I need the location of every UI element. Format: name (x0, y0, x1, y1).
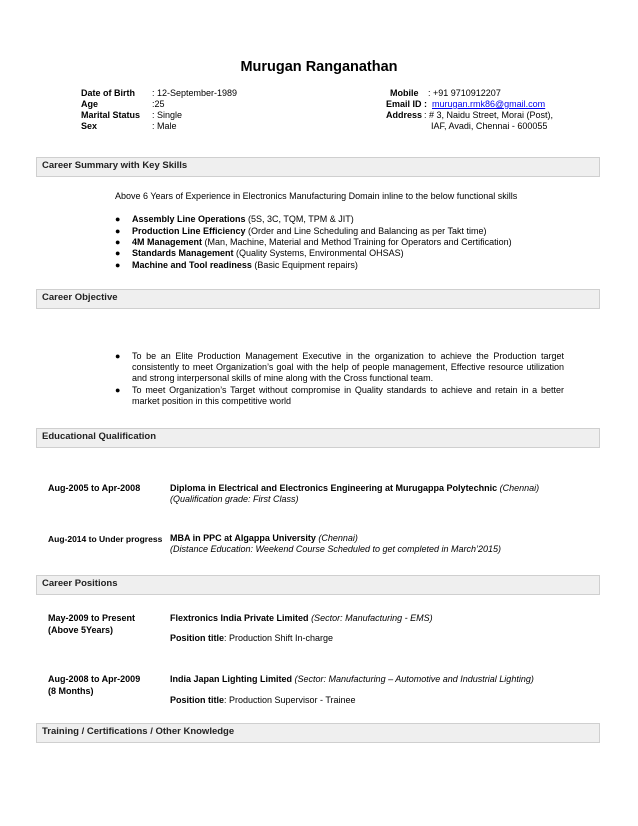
bullet-icon: ● (115, 385, 121, 395)
mobile-value: : +91 9710912207 (428, 88, 501, 98)
bullet-icon: ● (115, 248, 121, 258)
position-duration: (Above 5Years) (48, 625, 114, 635)
bullet-icon: ● (115, 351, 121, 361)
candidate-name: Murugan Ranganathan (240, 59, 398, 75)
skill-item: 4M Management (Man, Machine, Material and Method Training for Operators and Certification) (132, 237, 512, 247)
objective-item: To be an Elite Production Management Executive in the organization to achieve the Production target consistently to meet Organization’s goal with the help of people management, Effective resource utilization and strong interpersonal skills of mine along with the Cross functional team. (132, 351, 564, 383)
education-title: Diploma in Electrical and Electronics Engineering at Murugappa Polytechnic (Chennai) (170, 483, 540, 493)
education-title: MBA in PPC at Algappa University (Chennai) (170, 533, 358, 543)
section-title: Educational Qualification (42, 431, 157, 442)
sex-value: : Male (152, 121, 177, 131)
bullet-icon: ● (115, 260, 121, 270)
section-career-summary (36, 157, 600, 177)
position-company: India Japan Lighting Limited (Sector: Manufacturing – Automotive and Industrial Lighting) (170, 674, 534, 684)
position-period: Aug-2008 to Apr-2009 (48, 674, 141, 684)
age-label: Age (81, 99, 99, 109)
marital-status-value: : Single (152, 110, 183, 120)
bullet-icon: ● (115, 214, 121, 224)
skill-item: Standards Management (Quality Systems, Environmental OHSAS) (132, 248, 404, 258)
position-period: May-2009 to Present (48, 613, 136, 623)
education-note: (Qualification grade: First Class) (170, 494, 299, 504)
objective-item: To meet Organization’s Target without compromise in Quality standards to achieve and retain in a better market position in this competitive world (132, 385, 564, 406)
address-line-1: : # 3, Naidu Street, Morai (Post), (424, 110, 554, 120)
skill-item: Production Line Efficiency (Order and Line Scheduling and Balancing as per Takt time) (132, 226, 487, 236)
section-career-objective (36, 289, 600, 309)
bullet-icon: ● (115, 237, 121, 247)
position-company: Flextronics India Private Limited (Sector: Manufacturing - EMS) (170, 613, 433, 623)
section-training-certifications (36, 723, 600, 743)
mobile-label: Mobile (390, 88, 419, 98)
bullet-icon: ● (115, 226, 121, 236)
email-link[interactable]: murugan.rmk86@gmail.com (432, 99, 546, 109)
address-line-2: IAF, Avadi, Chennai - 600055 (431, 121, 548, 131)
education-period: Aug-2005 to Apr-2008 (48, 483, 141, 493)
section-title: Training / Certifications / Other Knowledge (42, 726, 235, 737)
section-educational-qualification (36, 428, 600, 448)
education-period: Aug-2014 to Under progress (48, 534, 163, 544)
summary-intro: Above 6 Years of Experience in Electronics Manufacturing Domain inline to the below functional skills (115, 191, 518, 201)
skill-item: Machine and Tool readiness (Basic Equipment repairs) (132, 260, 358, 270)
dob-value: : 12-September-1989 (152, 88, 238, 98)
education-note: (Distance Education: Weekend Course Scheduled to get completed in March’2015) (170, 544, 502, 554)
age-value: :25 (152, 99, 165, 109)
section-title: Career Objective (42, 292, 118, 303)
marital-status-label: Marital Status (81, 110, 141, 120)
position-duration: (8 Months) (48, 686, 94, 696)
address-label: Address (386, 110, 423, 120)
position-title: Position title: Production Shift In-charge (170, 633, 334, 643)
section-title: Career Summary with Key Skills (42, 160, 188, 171)
position-title: Position title: Production Supervisor - Trainee (170, 695, 356, 705)
section-career-positions (36, 575, 600, 595)
sex-label: Sex (81, 121, 98, 131)
dob-label: Date of Birth (81, 88, 135, 98)
section-title: Career Positions (42, 578, 118, 589)
email-label: Email ID : (386, 99, 428, 109)
skill-item: Assembly Line Operations (5S, 3C, TQM, TPM & JIT) (132, 214, 354, 224)
